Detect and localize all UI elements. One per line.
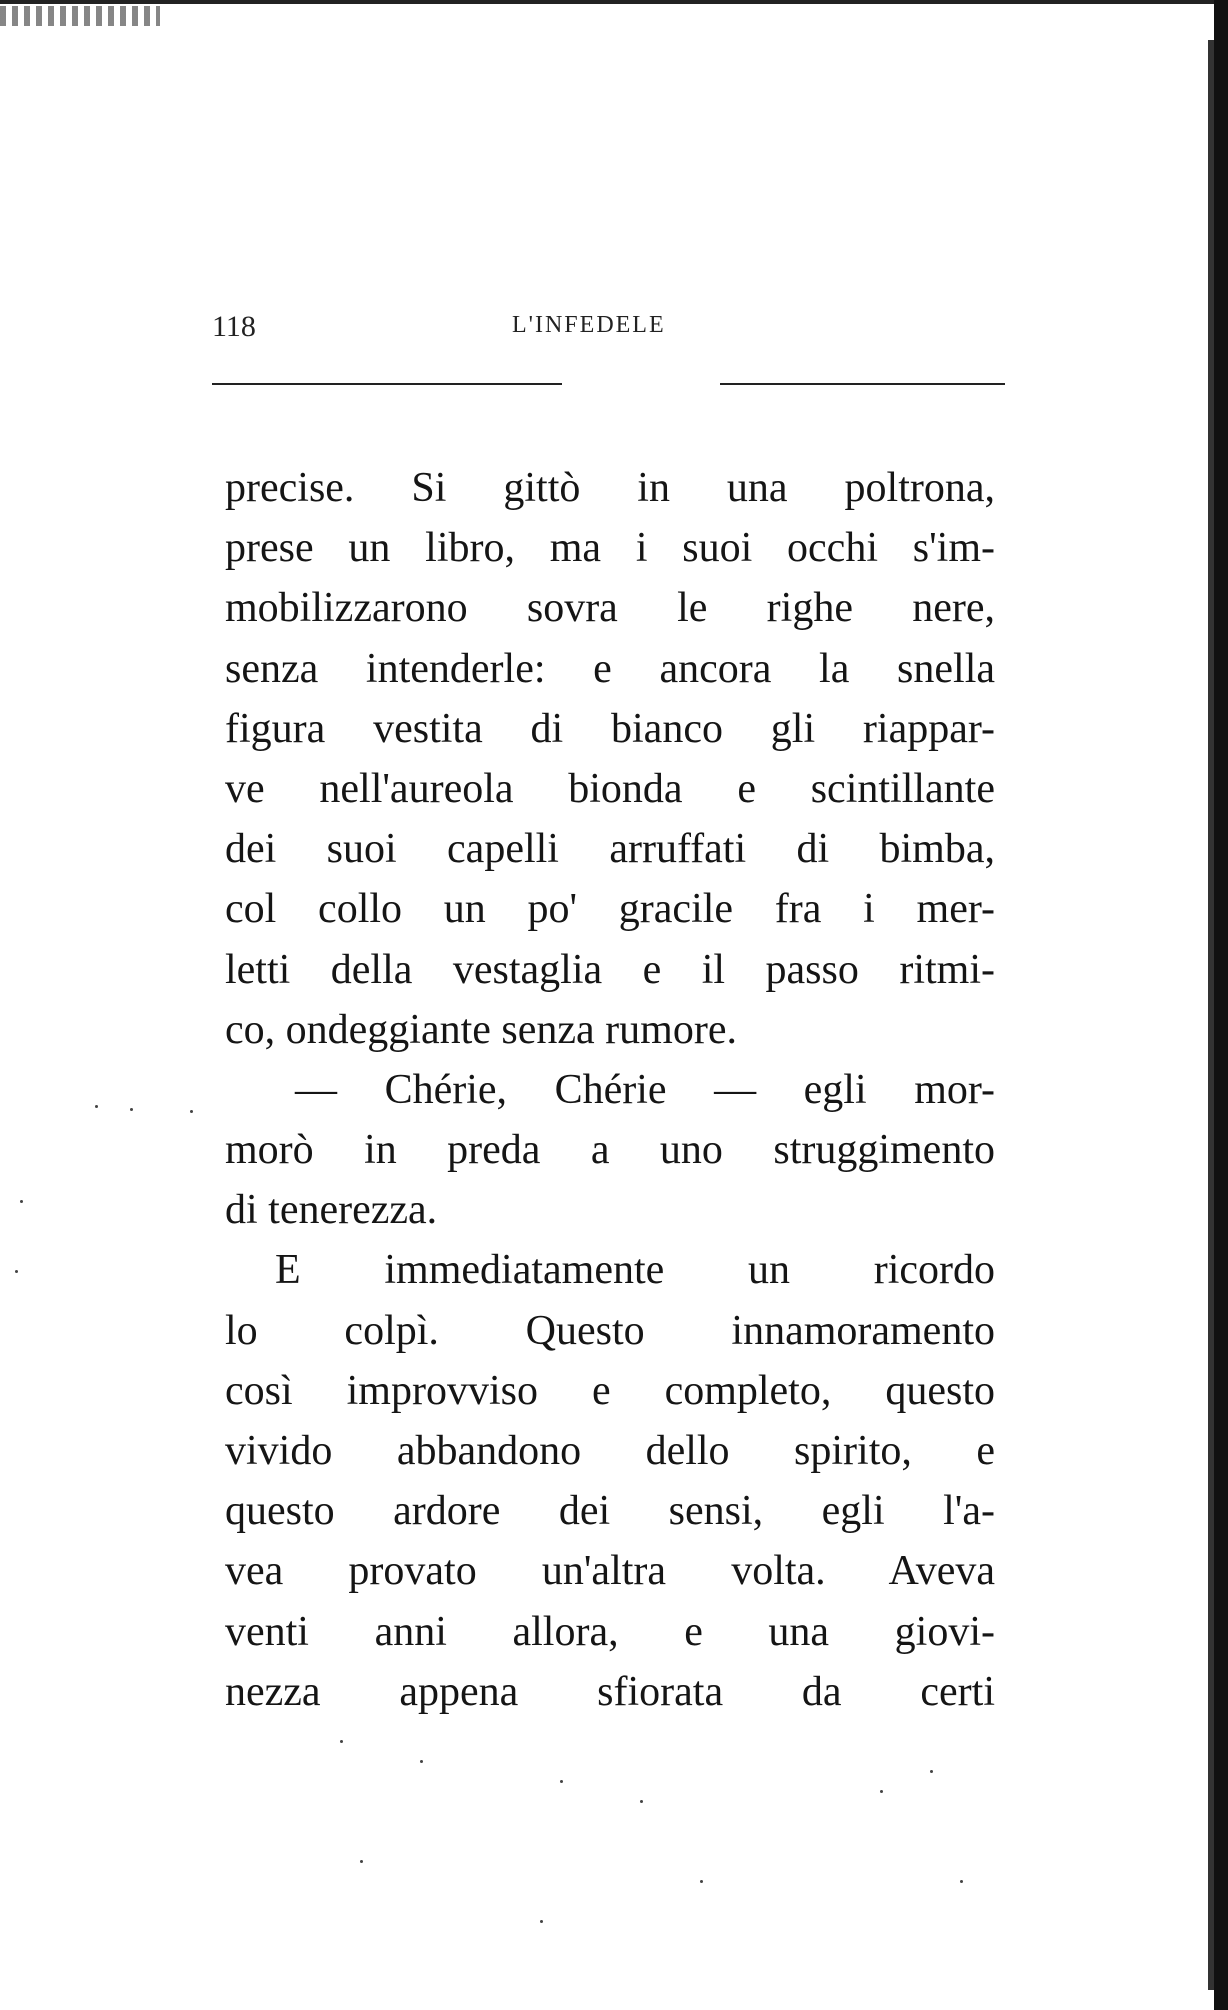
text-line: venti anni allora, e una giovi- <box>225 1608 995 1655</box>
scan-noise <box>0 6 160 26</box>
page-number: 118 <box>212 310 256 343</box>
text-line: co, ondeggiante senza rumore. <box>225 1006 737 1053</box>
text-line: letti della vestaglia e il passo ritmi- <box>225 946 995 993</box>
scan-speck <box>960 1880 963 1883</box>
scan-speck <box>340 1740 343 1743</box>
body-text <box>225 458 995 1722</box>
scan-right-edge <box>1214 0 1228 2010</box>
text-line: di tenerezza. <box>225 1187 438 1234</box>
scan-speck <box>540 1920 543 1923</box>
scan-speck <box>560 1780 563 1783</box>
text-line: mobilizzarono sovra le righe nere, <box>225 585 995 632</box>
running-title: L'INFEDELE <box>512 312 666 338</box>
text-line: vea provato un'altra volta. Aveva <box>225 1548 995 1595</box>
text-line: — Chérie, Chérie — egli mor- <box>295 1066 995 1113</box>
scan-speck <box>20 1200 23 1203</box>
text-line: precise. Si gittò in una poltrona, <box>225 465 995 511</box>
scan-speck <box>360 1860 363 1863</box>
text-line: dei suoi capelli arruffati di bimba, <box>225 826 995 873</box>
scan-top-edge <box>0 0 1228 14</box>
text-line: senza intenderle: e ancora la snella <box>225 645 995 692</box>
header-rule-left <box>212 383 562 385</box>
text-line: col collo un po' gracile fra i mer- <box>225 886 995 933</box>
scan-speck <box>95 1105 98 1108</box>
text-line: così improvviso e completo, questo <box>225 1367 995 1414</box>
text-line: nezza appena sfiorata da certi <box>225 1668 995 1715</box>
text-line: morò in preda a uno struggimento <box>225 1127 995 1174</box>
text-line: E immediatamente un ricordo <box>275 1247 995 1294</box>
text-line: figura vestita di bianco gli riappar- <box>225 705 995 752</box>
text-line: questo ardore dei sensi, egli l'a- <box>225 1488 995 1535</box>
scan-speck <box>420 1760 423 1763</box>
scan-speck <box>700 1880 703 1883</box>
text-line: vivido abbandono dello spirito, e <box>225 1428 995 1474</box>
text-line: lo colpì. Questo innamoramento <box>225 1307 995 1354</box>
running-head <box>212 310 1002 350</box>
header-rule-right <box>720 383 1005 385</box>
scan-speck <box>640 1800 643 1803</box>
scan-speck <box>880 1790 883 1793</box>
text-line: prese un libro, ma i suoi occhi s'im- <box>225 525 995 572</box>
scan-right-edge-shadow <box>1208 40 1214 1990</box>
scan-speck <box>190 1110 193 1113</box>
scan-speck <box>130 1108 133 1111</box>
text-line: ve nell'aureola bionda e scintillante <box>225 765 995 812</box>
scan-speck <box>930 1770 933 1773</box>
scan-speck <box>15 1270 18 1273</box>
